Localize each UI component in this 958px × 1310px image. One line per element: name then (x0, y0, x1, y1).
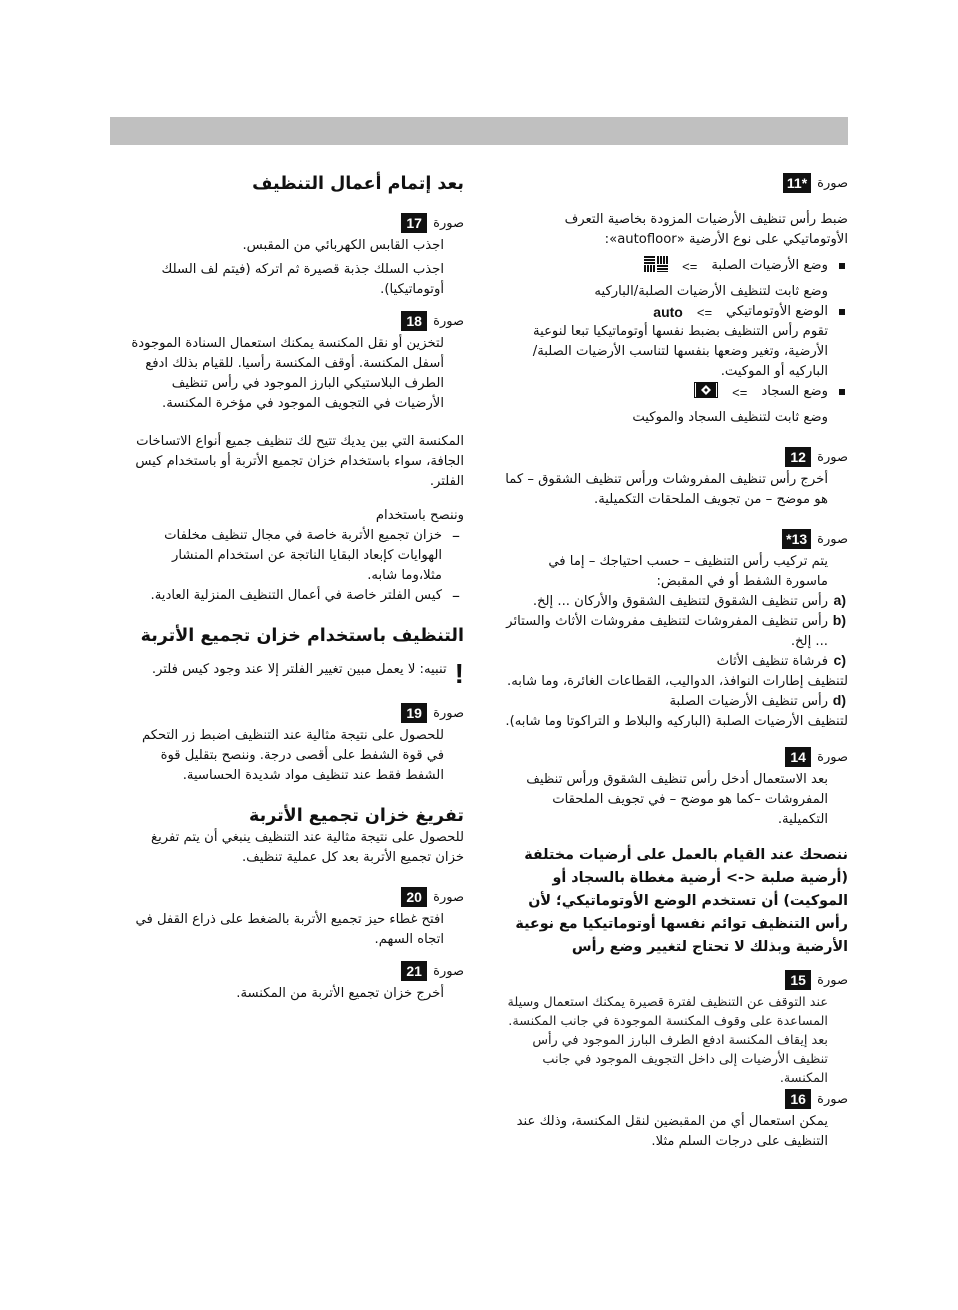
item-desc: لتنظيف الأرضيات الصلبة (الباركيه والبلاط و التراكوتا وما شابه). (505, 714, 848, 729)
dash-marker: – (452, 526, 460, 545)
item-title: رأس تنظيف الشقوق لتنظيف الشقوق والأركان ... إلخ. (532, 594, 828, 609)
section-heading-after-cleaning: بعد إتمام أعمال التنظيف (252, 174, 464, 194)
figure-word: صورة (433, 215, 464, 231)
figure-15-text (505, 993, 848, 1088)
mode-desc: وضع ثابت لتنظيف السجاد والموكيت (632, 410, 828, 425)
figure-number: 17 (401, 213, 427, 233)
recommend-item-text: خزان تجميع الأتربة خاصة في مجال تنظيف مخلفات الهوايات كإبعاد البقايا الناتجة عن استخدام المنشار مثلا،وما شابه. (164, 528, 442, 583)
mode-desc: تقوم رأس التنظيف بضبط نفسها أوتوماتيكيا تبعا لنوعية الأرضية، وتغير وضعها بنفسها لتناسب الأرضيات الصلبة/الباركيه أو الموكيت. (532, 324, 828, 379)
item-letter: d) (832, 692, 846, 708)
warning-text: تنبيه: لا يعمل مبين تغيير الفلتر إلا عند وجود كيس فلتر. (151, 662, 447, 677)
mode-desc: وضع ثابت لتنظيف الأرضيات الصلبة/الباركيه (594, 284, 828, 299)
item-title: رأس تنظيف المفروشات لتنظيف مفروشات الأثاث والستائر ... إلخ. (506, 614, 828, 649)
figure-20-label (128, 886, 464, 908)
open-lid-instruction: افتح غطاء حيز تجميع الأتربة بالضغط على ذراع القفل في اتجاه السهم. (135, 912, 444, 947)
item-desc: لتنظيف إطارات النوافذ، الدواليب، القطاعات الغائرة، وما شابه. (507, 674, 848, 689)
figure-number: 15 (785, 970, 811, 990)
figure-number: 19 (401, 703, 427, 723)
suction-power-instruction: للحصول على نتيجة مثالية عند التنظيف اضبط زر التحكم في قوة الشفط على أقصى درجة. وننصح بتقليل قوة الشفط فقط عند تنظيف مواد شديدة الحساسية. (141, 728, 444, 783)
figure-13-label (505, 528, 848, 550)
figure-word: صورة (817, 1091, 848, 1107)
figure-14-label (505, 746, 848, 768)
arrow: <= (682, 258, 698, 274)
figure-12-text: أخرج رأس تنظيف المفروشات ورأس تنظيف الشقوق – كما هو موضح – من تجويف الملحقات التكميلية. (505, 472, 828, 507)
figure-number: 21 (401, 961, 427, 981)
figure-word: صورة (433, 313, 464, 329)
figure-11-label (505, 172, 848, 194)
autofloor-advice: ننصحك عند القيام بالعمل على أرضيات مختلفة (أرضية صلبة <-> أرضية مغطاة بالسجاد أو الموكيت) أن تستخدم الوضع الأوتوماتيكي؛ لأن رأس التنظيف توائم نفسها أوتوماتيكيا مع نوعية الأرضية وبذلك لا تحتاج لتغيير وضع رأس (515, 847, 848, 955)
figure-number: 18 (401, 311, 427, 331)
item-letter: a) (833, 592, 846, 608)
empty-container-para: للحصول على نتيجة مثالية عند التنظيف ينبغي أن يتم تفريغ خزان تجميع الأتربة بعد كل عملية تنظيف. (151, 830, 464, 865)
figure-word: صورة (817, 449, 848, 465)
autofloor-intro: ضبط رأس تنظيف الأرضيات المزودة بخاصية التعرف الأوتوماتيكي على نوع الأرضية «autofloor»: (564, 212, 848, 247)
figure-word: صورة (817, 175, 848, 191)
mode-label: الوضع الأوتوماتيكي (726, 304, 828, 319)
item-title: رأس تنظيف الأرضيات الصلبة (669, 694, 828, 709)
mode-label: وضع السجاد (761, 384, 828, 399)
figure-number: 14 (785, 747, 811, 767)
section-heading-dust-container: التنظيف باستخدام خزان تجميع الأتربة (140, 626, 464, 646)
figure-14-text: بعد الاستعمال أدخل رأس تنظيف الشقوق ورأس تنظيف المفروشات –كما هو موضح – في تجويف الملحقات التكميلية. (526, 772, 828, 827)
recommend-intro: وننصح باستخدام (375, 508, 464, 523)
figure-word: صورة (433, 889, 464, 905)
figure-16-text: يمكن استعمال أي من المقبضين لنقل المكنسة، وذلك عند التنظيف على درجات السلم مثلا. (516, 1114, 828, 1149)
section-heading-empty-container: تفريغ خزان تجميع الأتربة (249, 806, 464, 826)
figure-word: صورة (817, 749, 848, 765)
accessory-item-d (505, 692, 848, 712)
figure-12-label (505, 446, 848, 468)
carpet-icon (694, 382, 718, 402)
recommend-item-text: كيس الفلتر خاصة في أعمال التنظيف المنزلية العادية. (150, 588, 442, 603)
item-letter: b) (832, 612, 846, 628)
item-letter: c) (833, 652, 846, 668)
mode-carpet (505, 382, 848, 428)
cord-rewind-instruction: اجذب السلك جذبة قصيرة ثم اتركه (فيتم لف السلك أوتوماتيكيا). (161, 262, 444, 297)
storage-instruction: لتخزين أو نقل المكنسة يمكنك استعمال السنادة الموجودة أسفل المكنسة. أوقف المكنسة رأسيا. للقيام بذلك ادفع الطرف البلاستيكي البارز الموجود في رأس تنظيف الأرضيات في التجويف الموجود في مؤخرة المكنسة. (131, 336, 444, 411)
dash-marker: – (452, 586, 460, 605)
general-usage-para: المكنسة التي بين يديك تتيح لك تنظيف جميع أنواع الاتساخات الجافة، سواء باستخدام خزان تجميع الأتربة أو باستخدام كيس الفلتر. (135, 434, 464, 489)
recommend-item (128, 586, 464, 606)
mode-label: وضع الأرضيات الصلبة (711, 258, 828, 273)
figure-19-label (128, 702, 464, 724)
parking-aid-para: عند التوقف عن التنظيف لفترة قصيرة يمكنك استعمال وسيلة المساعدة على وقوف المكنسة الموجودة في جانب المكنسة. (507, 995, 828, 1029)
recommend-item (128, 526, 464, 586)
figure-number: 20 (401, 887, 427, 907)
figure-number: 16 (785, 1089, 811, 1109)
mode-hard-floor (505, 256, 848, 302)
warning-icon: ! (454, 658, 464, 689)
left-column (128, 172, 464, 1004)
figure-17-label (128, 212, 464, 234)
figure-21-label (128, 960, 464, 982)
arrow: <= (696, 304, 713, 320)
right-column (505, 172, 848, 1152)
accessory-item-b (505, 612, 848, 652)
figure-13-intro: يتم تركيب رأس التنظيف – حسب احتياجك – إما في ماسورة الشفط أو في المقبض: (548, 554, 828, 589)
figure-word: صورة (817, 972, 848, 988)
hard-floor-icon (644, 256, 668, 276)
figure-word: صورة (433, 963, 464, 979)
accessory-item-c (505, 652, 848, 672)
header-bar (110, 117, 848, 145)
figure-word: صورة (817, 531, 848, 547)
figure-number: 11* (783, 173, 811, 193)
unplug-instruction: اجذب القابس الكهربائي من المقبس. (242, 238, 444, 253)
accessory-item-a (505, 592, 848, 612)
figure-number: 12 (785, 447, 811, 467)
mode-auto (505, 302, 848, 382)
figure-15-label (505, 969, 848, 991)
figure-16-label (505, 1088, 848, 1110)
figure-18-label (128, 310, 464, 332)
parking-position-para: بعد إيقاف المكنسة ادفع الطرف البارز الموجود في رأس تنظيف الأرضيات إلى داخل التجويف الموجود في جانب المكنسة. (532, 1033, 828, 1086)
remove-container-instruction: أخرج خزان تجميع الأتربة من المكنسة. (236, 986, 444, 1001)
warning-note (128, 660, 464, 688)
arrow: <= (732, 384, 748, 400)
figure-word: صورة (433, 705, 464, 721)
item-title: فرشاة تنظيف الأثاث (716, 654, 828, 669)
figure-number: *13 (782, 529, 811, 549)
auto-icon: auto (653, 304, 683, 320)
